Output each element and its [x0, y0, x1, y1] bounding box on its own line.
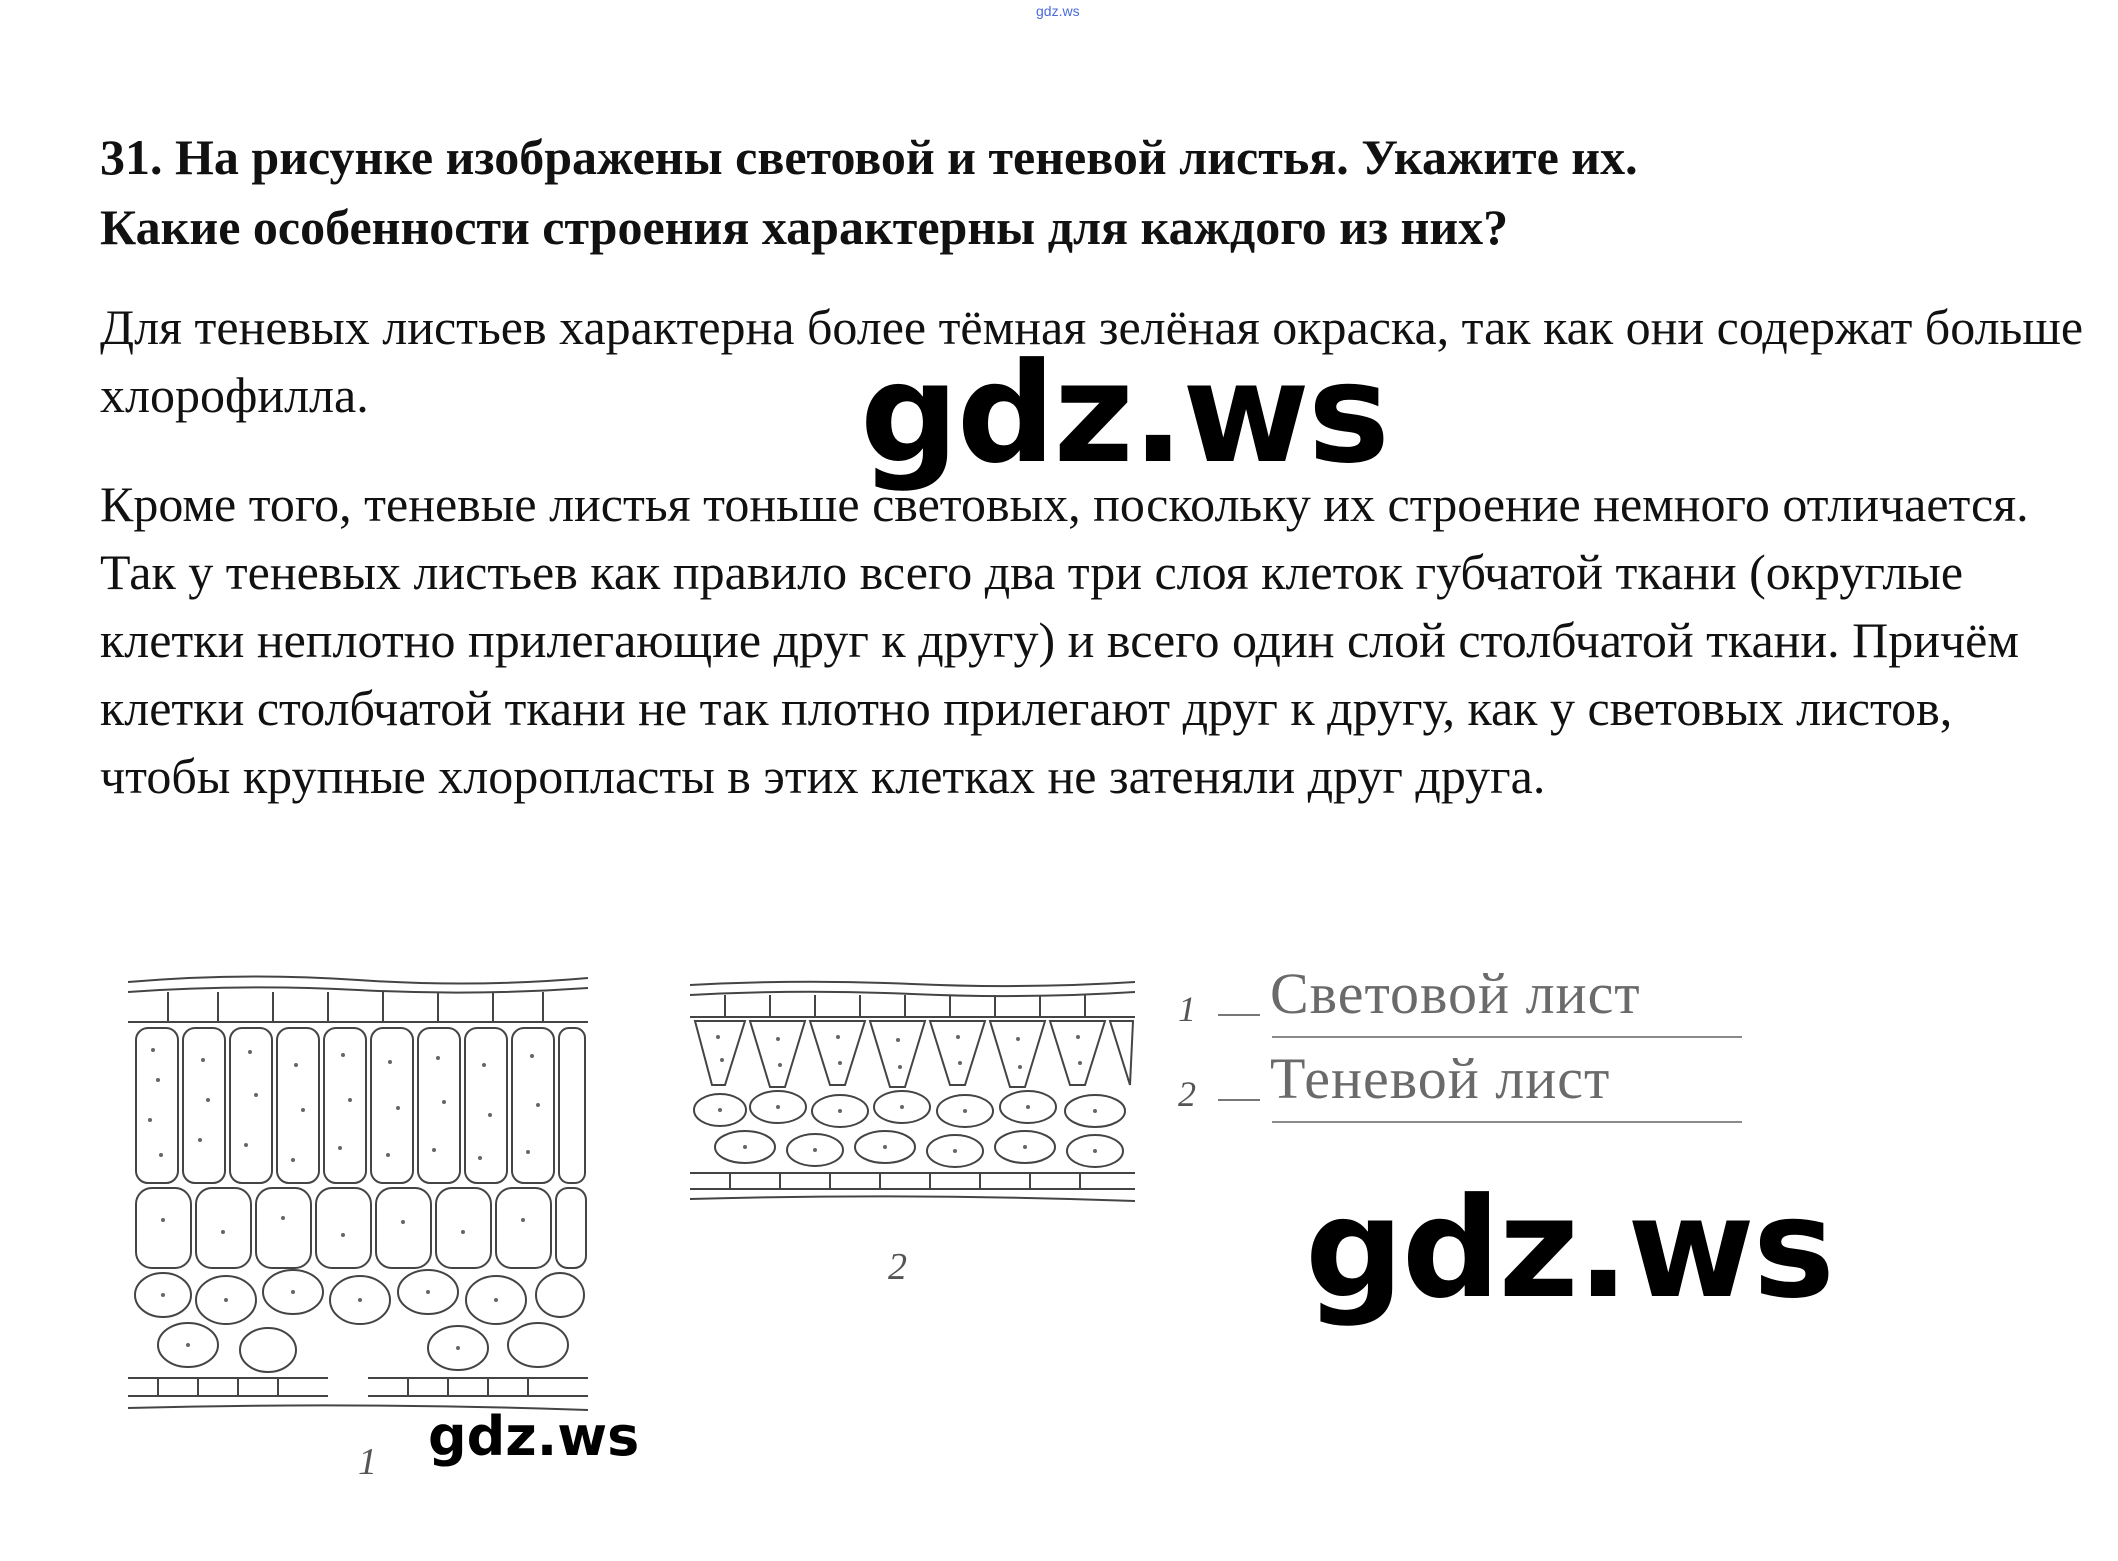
legend-number: 1	[1178, 989, 1196, 1029]
header-watermark: gdz.ws	[1036, 3, 1080, 19]
legend-number: 2	[1178, 1074, 1196, 1114]
legend-item-sun-leaf	[1178, 958, 1758, 1038]
shade-leaf-diagram	[690, 975, 1135, 1215]
figure-1-number: 1	[358, 1441, 377, 1483]
figure-2-number: 2	[888, 1246, 907, 1288]
question-heading	[100, 122, 2060, 262]
watermark-figure: gdz.ws	[428, 1405, 640, 1468]
watermark-main: gdz.ws	[860, 333, 1388, 494]
legend-dash	[1218, 1099, 1260, 1101]
legend-underline	[1272, 1121, 1742, 1123]
legend-item-shade-leaf	[1178, 1043, 1758, 1123]
legend-dash	[1218, 1014, 1260, 1016]
answer-paragraph-1: Для теневых листьев характерна более тёмная зелёная окраска, так как они содержат больше хлорофилла.	[100, 299, 2084, 423]
watermark-lower: gdz.ws	[1305, 1168, 1833, 1329]
answer-paragraph-2: Кроме того, теневые листья тоньше световых, поскольку их строение немного отличается. Так у теневых листьев как правило всего два три слоя клеток губчатой ткани (округлые клетки неплотно прилегающие друг к другу) и всего один слой столбчатой ткани. Причём клетки столбчатой ткани не так плотно прилегают друг к другу, как у световых листов, чтобы крупные хлоропласты в этих клетках не затеняли друг друга.	[100, 476, 2029, 804]
legend-underline	[1272, 1036, 1742, 1038]
sun-leaf-diagram	[128, 970, 588, 1415]
legend-label: Теневой лист	[1270, 1046, 1611, 1111]
question-line-1: 31. На рисунке изображены световой и теневой листья. Укажите их.	[100, 129, 1638, 185]
question-line-2: Какие особенности строения характерны для каждого из них?	[100, 199, 1509, 255]
legend-label: Световой лист	[1270, 961, 1641, 1026]
